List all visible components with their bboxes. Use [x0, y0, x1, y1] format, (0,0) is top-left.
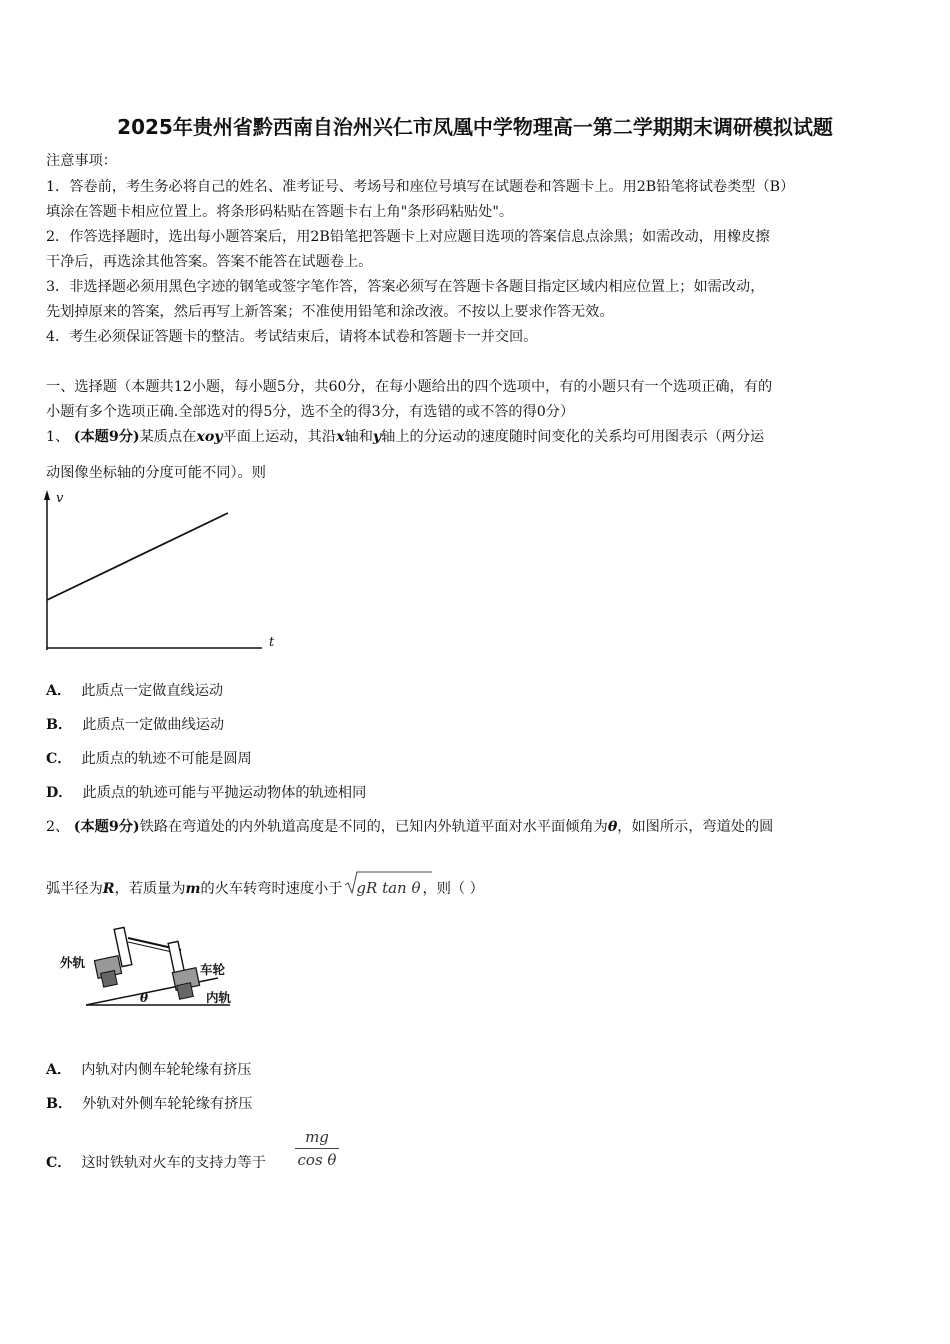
- option-text: 外轨对外侧车轮轮缘有挤压: [82, 1096, 253, 1112]
- v-axis-arrow: [44, 490, 50, 500]
- inner-rail: [168, 941, 199, 999]
- page-title: 2025年贵州省黔西南自治州兴仁市凤凰中学物理高一第二学期期末调研模拟试题: [117, 115, 833, 139]
- option-letter: B．: [46, 1096, 73, 1112]
- notice-line-2b: 干净后，再选涂其他答案。答案不能答在试题卷上。: [46, 254, 373, 270]
- q1-number: 1、: [46, 429, 70, 445]
- q1-text-a: 某质点在: [139, 429, 197, 445]
- notice-line-1b: 填涂在答题卡相应位置上。将条形码粘贴在答题卡右上角"条形码粘贴处"。: [46, 204, 514, 220]
- option-text: 此质点一定做直线运动: [81, 683, 224, 699]
- q2-m: m: [185, 881, 201, 897]
- t-axis-label: t: [269, 635, 275, 650]
- section-line-2: 小题有多个选项正确.全部选对的得5分，选不全的得3分，有选错的或不答的得0分）: [46, 404, 575, 420]
- option-text: 此质点的轨迹可能与平抛运动物体的轨迹相同: [82, 785, 367, 801]
- sqrt-content: gR tan θ: [356, 879, 421, 897]
- q2-text-b: ，如图所示，弯道处的圆: [617, 819, 774, 835]
- v-axis-label: v: [56, 491, 64, 506]
- fraction-mg-cos: [295, 1128, 339, 1169]
- option-text: 此质点的轨迹不可能是圆周: [81, 751, 252, 767]
- q1-text-c: 轴和: [344, 429, 373, 445]
- angle-label: θ: [140, 991, 149, 1005]
- q1-y: y: [372, 429, 382, 445]
- notice-line-3b: 先划掉原来的答案，然后再写上新答案；不准使用铅笔和涂改液。不按以上要求作答无效。: [46, 304, 614, 320]
- q1-score: (本题9分): [73, 429, 140, 445]
- q2-score: (本题9分): [73, 819, 140, 835]
- q1-line-1: [46, 427, 764, 447]
- q1-x: x: [336, 429, 345, 445]
- inner-rail-label: 内轨: [206, 990, 232, 1005]
- q1-line-2: 动图像坐标轴的分度可能不同）。则: [46, 465, 266, 481]
- option-text: 内轨对内侧车轮轮缘有挤压: [81, 1062, 252, 1078]
- notice-line-1a: 1．答卷前，考生务必将自己的姓名、准考证号、考场号和座位号填写在试题卷和答题卡上。用2B铅笔将试卷类型（B）: [46, 179, 795, 195]
- notice-line-2a: 2．作答选择题时，选出每小题答案后，用2B铅笔把答题卡上对应题目选项的答案信息点涂黑；如需改动，用橡皮擦: [46, 229, 770, 245]
- velocity-line: [47, 513, 228, 600]
- option-letter: D．: [46, 785, 73, 801]
- section-line-1: 一、选择题（本题共12小题，每小题5分，共60分，在每小题给出的四个选项中，有的小题只有一个选项正确，有的: [46, 379, 773, 395]
- q2-text-a: 铁路在弯道处的内外轨道高度是不同的，已知内外轨道平面对水平面倾角为: [139, 819, 608, 835]
- q2-text-2d: ，则（ ）: [422, 881, 484, 897]
- q1-option-a[interactable]: [46, 681, 223, 701]
- option-letter: A．: [46, 1062, 72, 1078]
- q1-xoy: xoy: [196, 429, 223, 445]
- radical-sign: [344, 869, 434, 897]
- option-letter: C．: [46, 1155, 72, 1171]
- q2-line-1: [46, 817, 773, 837]
- fraction-denominator: cos θ: [297, 1151, 337, 1169]
- q1-option-c[interactable]: [46, 749, 252, 769]
- q2-line-2: [46, 878, 484, 899]
- q2-option-c[interactable]: [46, 1153, 266, 1173]
- outer-rail-label: 外轨: [60, 955, 86, 970]
- sqrt-expression: [344, 878, 420, 899]
- q1-option-d[interactable]: [46, 783, 366, 803]
- velocity-time-graph: [36, 488, 286, 658]
- outer-rail: [94, 927, 131, 987]
- q2-option-b[interactable]: [46, 1094, 252, 1114]
- q2-text-2a: 弧半径为: [46, 881, 103, 897]
- option-text: 此质点一定做曲线运动: [82, 717, 225, 733]
- q2-text-2c: 的火车转弯时速度小于: [200, 881, 343, 897]
- rail-track-figure: [58, 920, 243, 1010]
- option-letter: C．: [46, 751, 72, 767]
- notice-line-3a: 3．非选择题必须用黑色字迹的钢笔或签字笔作答，答案必须写在答题卡各题目指定区域内相应位置上；如需改动，: [46, 279, 765, 295]
- notice-line-4: 4．考生必须保证答题卡的整洁。考试结束后，请将本试卷和答题卡一并交回。: [46, 329, 538, 345]
- q2-r: R: [102, 881, 115, 897]
- option-letter: B．: [46, 717, 73, 733]
- fraction-numerator: mg: [305, 1128, 329, 1146]
- q2-theta: θ: [607, 819, 618, 835]
- option-text: 这时铁轨对火车的支持力等于: [81, 1155, 266, 1171]
- q2-option-a[interactable]: [46, 1060, 251, 1080]
- q1-text-b: 平面上运动，其沿: [222, 429, 337, 445]
- option-letter: A．: [46, 683, 72, 699]
- q1-option-b[interactable]: [46, 715, 224, 735]
- notice-heading: 注意事项：: [46, 153, 117, 169]
- q1-text-d: 轴上的分运动的速度随时间变化的关系均可用图表示（两分运: [381, 429, 765, 445]
- fraction-bar: [295, 1148, 339, 1149]
- wheel-label: 车轮: [200, 962, 226, 977]
- q2-text-2b: ，若质量为: [114, 881, 186, 897]
- q2-number: 2、: [46, 819, 70, 835]
